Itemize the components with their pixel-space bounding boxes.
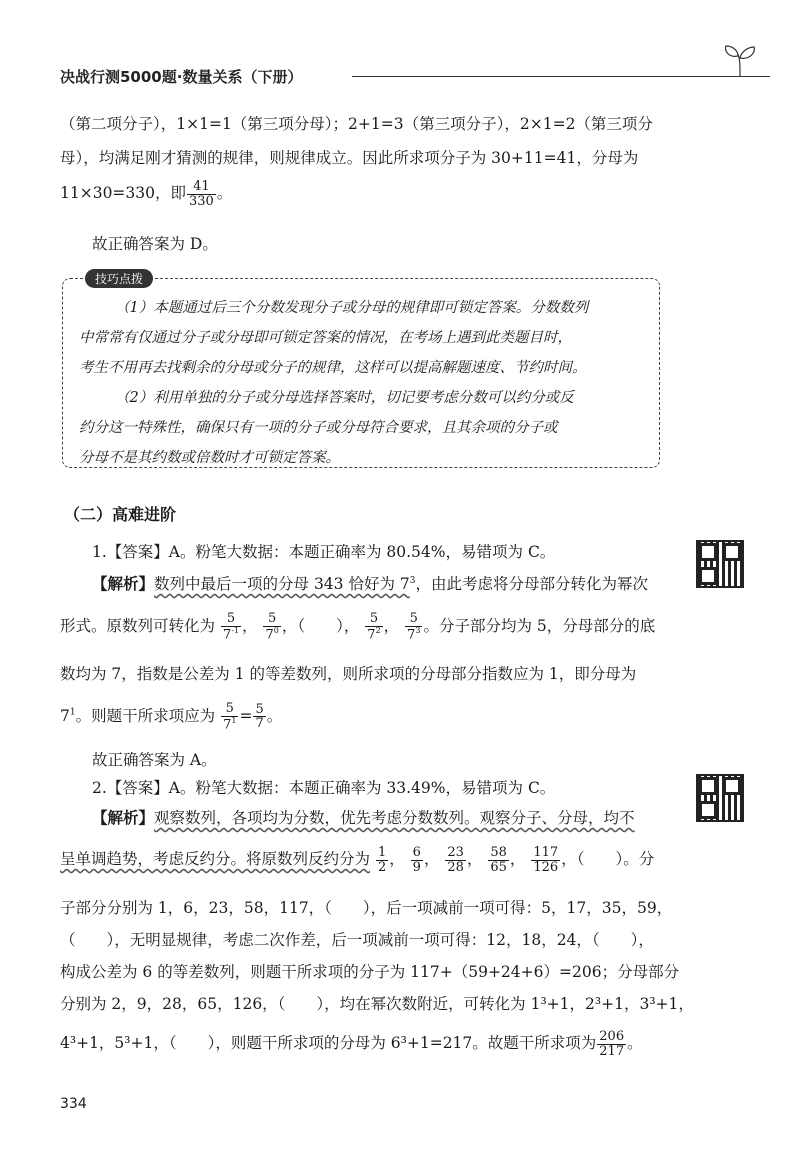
- leaf-icon: [720, 44, 760, 78]
- section-title: （二）高难进阶: [64, 505, 177, 524]
- qr-code-q1: [696, 540, 744, 588]
- answer-line-d: 故正确答案为 D。: [92, 235, 218, 253]
- tips-p1c: 考生不用再去找剩余的分母或分子的规律，这样可以提高解题速度、节约时间。: [79, 360, 587, 376]
- q2-frac-2: $\frac{6}{9}$: [412, 845, 421, 875]
- q1-frac-1: $\frac{5}{7^{-1}}$: [222, 611, 240, 642]
- tips-p2b: 约分这一特殊性，确保只有一项的分子或分母符合要求，且其余项的分子或: [79, 420, 558, 436]
- q2-frac-5: $\frac{117}{126}$: [533, 845, 559, 875]
- q1-eq-frac-b: $\frac{5}{7}$: [255, 701, 264, 732]
- header-rule: [352, 76, 770, 77]
- q2-analysis-line-3: 子部分分别为 1，6，23，58，117，（ ），后一项减前一项可得：5，17，35，59，: [60, 899, 673, 917]
- para-line-2: 母），均满足刚才猜测的规律，则规律成立。因此所求项分子为 30+11=41，分母为: [60, 149, 639, 167]
- q1-correct-answer: 故正确答案为 A。: [92, 751, 217, 769]
- tips-label: 技巧点拨: [85, 269, 153, 288]
- q2-analysis-line-2: 呈单调趋势，考虑反约分。将原数列反约分为 $\frac{1}{2}$ ， $\frac{6}{9}$ ， $\frac{23}{28}$ ， $\frac{58}{65}$ ， $\frac{117}{126}$ ，（ ）。分: [60, 845, 655, 875]
- q1-answer-line: 1.【答案】A。粉笔大数据：本题正确率为 80.54%，易错项为 C。: [92, 543, 556, 561]
- tips-p1a: （1）本题通过后三个分数发现分子或分母的规律即可锁定答案。分数数列: [115, 300, 589, 316]
- page-number: 334: [60, 1096, 87, 1112]
- tips-box: [62, 272, 660, 468]
- q2-analysis-line-5: 构成公差为 6 的等差数列，则题干所求项的分子为 117+（59+24+6）=206；分母部分: [60, 963, 680, 981]
- q2-frac-1: $\frac{1}{2}$: [377, 845, 387, 875]
- tips-p2c: 分母不是其约数或倍数时才可锁定答案。: [79, 450, 340, 466]
- tips-p2a: （2）利用单独的分子或分母选择答案时，切记要考虑分数可以约分或反: [115, 390, 574, 406]
- q2-analysis-line-4: （ ），无明显规律，考虑二次作差，后一项减前一项可得：12，18，24，（ ），: [60, 931, 654, 949]
- qr-code-q2: [696, 774, 744, 822]
- q2-analysis-line-1: 【解析】观察数列，各项均为分数，优先考虑分数数列。观察分子、分母，均不: [92, 808, 635, 827]
- q2-analysis-line-6: 分别为 2，9，28，65，126，（ ），均在幂次数附近，可转化为 1³+1，2³+1，3³+1，: [60, 995, 694, 1013]
- q2-answer-line: 2.【答案】A。粉笔大数据：本题正确率为 33.49%，易错项为 C。: [92, 779, 556, 797]
- q2-frac-4: $\frac{58}{65}$: [490, 845, 507, 875]
- q1-analysis-line-1: 【解析】数列中最后一项的分母 343 恰好为 $7^3$，由此考虑将分母部分转化为幂次: [92, 574, 648, 593]
- q2-analysis-line-7: 4³+1，5³+1，（ ），则题干所求项的分母为 6³+1=217。故题干所求项为 $\frac{206}{217}$ 。: [60, 1029, 643, 1059]
- q1-analysis-line-2: 形式。原数列可转化为 $\frac{5}{7^{-1}}$ ， $\frac{5}{7^0}$ ，（ ）， $\frac{5}{7^2}$ ， $\frac{5}{7^3}$ 。分子部分均为 5，分母部分的底: [60, 611, 656, 642]
- tips-p1b: 中常常有仅通过分子或分母即可锁定答案的情况，在考场上遇到此类题目时，: [79, 330, 572, 346]
- header-title: 决战行测5000题·数量关系（下册）: [60, 68, 303, 86]
- q1-eq-frac-a: $\frac{5}{7^1}$: [223, 701, 237, 732]
- page-header: [60, 62, 750, 92]
- q1-analysis-line-3: 数均为 7，指数是公差为 1 的等差数列，则所求项的分母部分指数应为 1，即分母为: [60, 665, 637, 683]
- fraction-41-330: $\frac{41}{330}$: [189, 179, 214, 209]
- para-line-1: （第二项分子），1×1=1（第三项分母）；2+1=3（第三项分子），2×1=2（第三项分: [60, 115, 653, 133]
- q2-result-frac: $\frac{206}{217}$: [599, 1029, 625, 1059]
- q1-frac-2: $\frac{5}{7^0}$: [265, 611, 279, 642]
- q1-analysis-line-4: $7^1$。则题干所求项应为 $\frac{5}{7^1}$ = $\frac{5}{7}$ 。: [60, 701, 283, 732]
- q1-frac-3: $\frac{5}{7^2}$: [367, 611, 381, 642]
- q2-frac-3: $\frac{23}{28}$: [447, 845, 464, 875]
- q1-frac-4: $\frac{5}{7^3}$: [407, 611, 421, 642]
- para-line-3: 11×30=330，即 $\frac{41}{330}$ 。: [60, 179, 233, 209]
